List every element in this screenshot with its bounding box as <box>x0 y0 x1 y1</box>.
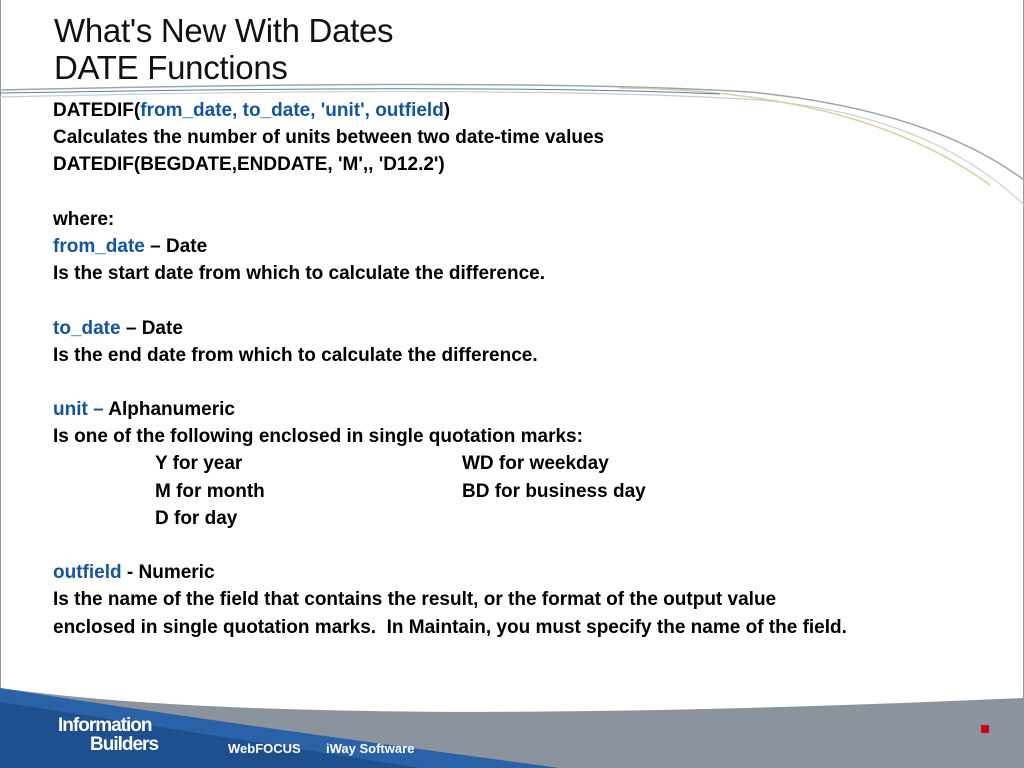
example-line: DATEDIF(BEGDATE,ENDDATE, 'M',, 'D12.2') <box>53 154 445 176</box>
unit-option: Y for year <box>155 453 243 475</box>
param-name: unit – <box>53 399 104 421</box>
information-builders-logo <box>58 716 158 754</box>
title-line-2: DATE Functions <box>54 49 288 86</box>
slide-border-left <box>0 0 1 768</box>
param-name: outfield <box>53 562 122 584</box>
unit-option: M for month <box>155 480 265 502</box>
param-type: Alphanumeric <box>103 399 235 421</box>
param-type: – Date <box>120 317 183 339</box>
syntax-args: from_date, to_date, 'unit', outfield <box>140 100 444 121</box>
unit-row <box>53 450 1018 477</box>
unit-row <box>53 478 1018 505</box>
param-type: - Numeric <box>121 562 215 584</box>
logo-line-2: Builders <box>90 734 159 755</box>
param-outfield-desc-1: Is the name of the field that contains the result, or the format of the output value <box>53 589 777 611</box>
param-to-date-header <box>53 315 1018 342</box>
product-iway-software: iWay Software <box>326 741 415 756</box>
syntax-line <box>53 97 1018 124</box>
param-unit-desc: Is one of the following enclosed in single quotation marks: <box>53 426 583 448</box>
where-label: where: <box>53 208 115 230</box>
unit-option: WD for weekday <box>462 453 609 475</box>
syntax-prefix: DATEDIF( <box>53 100 141 121</box>
param-unit-header <box>53 396 1018 423</box>
slide-body <box>53 97 1018 641</box>
param-name: to_date <box>53 317 121 339</box>
param-outfield-desc-2: enclosed in single quotation marks. In Maintain, you must specify the name of the field. <box>53 616 847 638</box>
param-from-date-header <box>53 233 1018 260</box>
slide-title <box>54 12 393 86</box>
product-webfocus: WebFOCUS <box>228 741 301 756</box>
param-name: from_date <box>53 235 145 257</box>
red-square-icon <box>981 725 989 733</box>
param-to-date-desc: Is the end date from which to calculate the difference. <box>53 344 538 366</box>
logo-line-1: Information <box>58 715 152 736</box>
unit-row <box>53 505 1018 532</box>
unit-option: D for day <box>155 507 238 529</box>
param-outfield-header <box>53 559 1018 586</box>
param-type: – Date <box>144 235 208 257</box>
description-line: Calculates the number of units between two date-time values <box>53 127 605 149</box>
title-line-1: What's New With Dates <box>54 12 394 49</box>
syntax-suffix: ) <box>443 100 451 121</box>
param-from-date-desc: Is the start date from which to calculate the difference. <box>53 263 546 285</box>
unit-option: BD for business day <box>462 480 646 502</box>
